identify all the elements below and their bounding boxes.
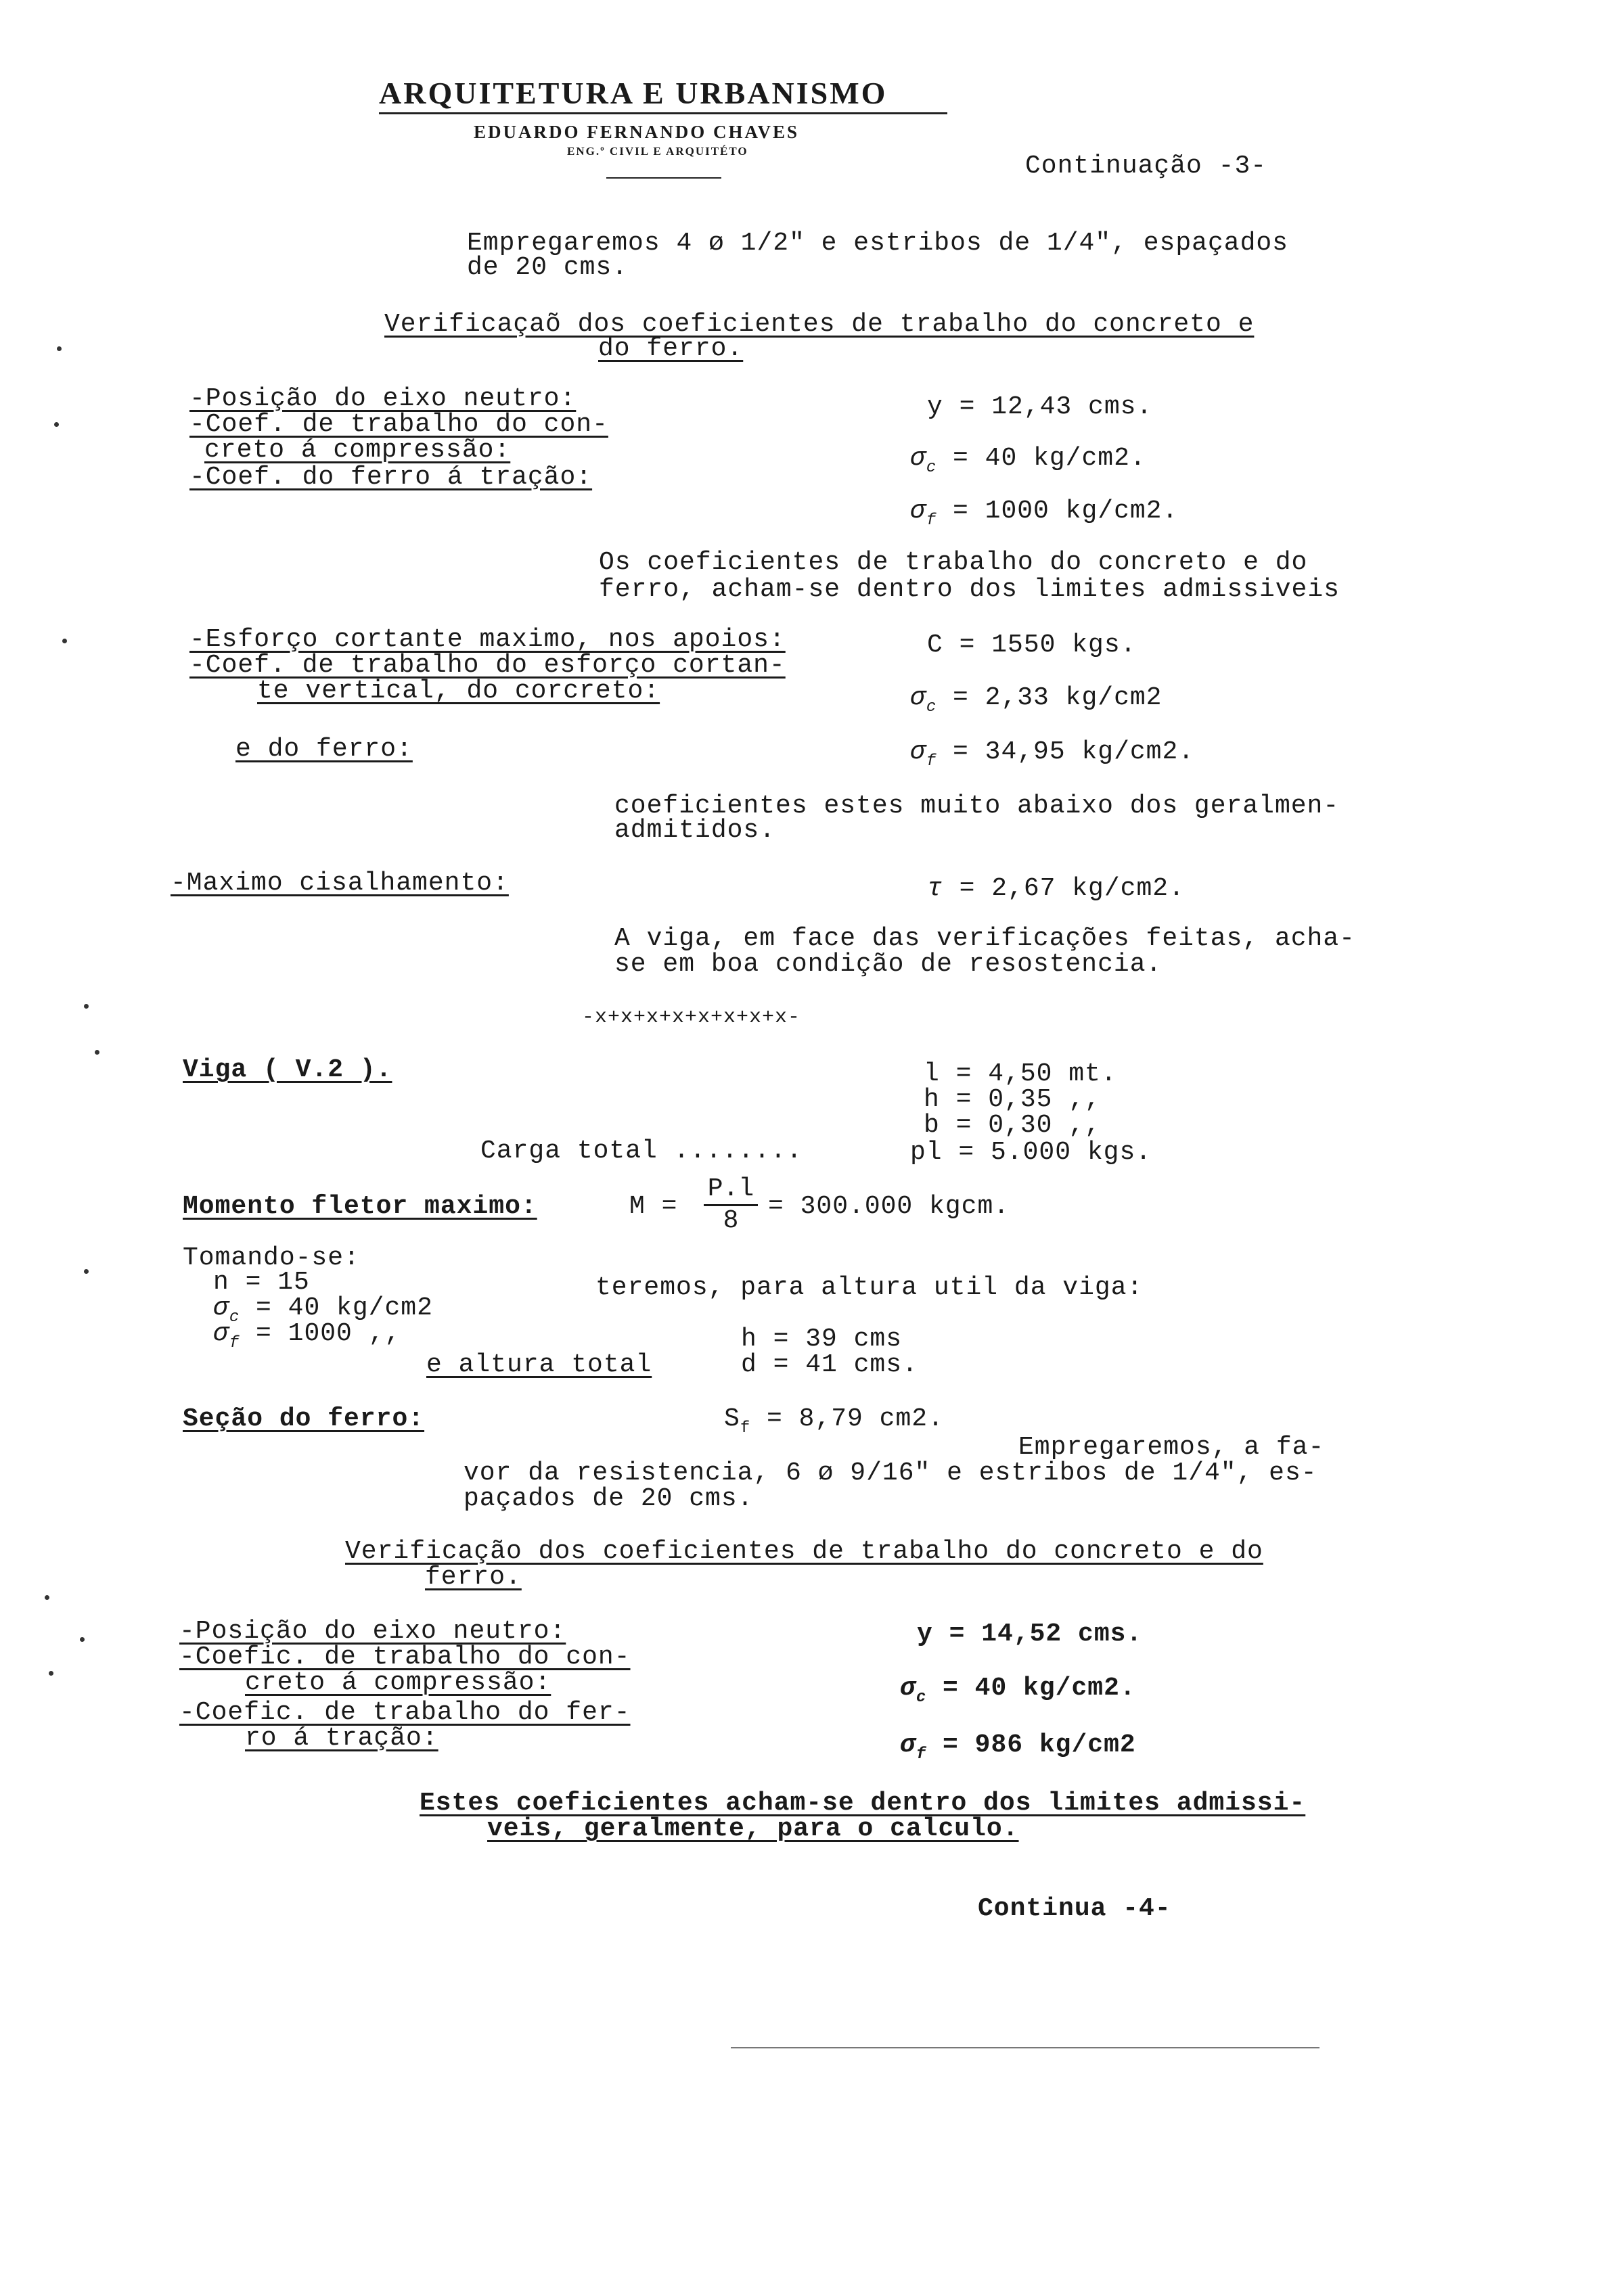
section1-heading-1: Verificaçaõ dos coeficientes de trabalho do concreto e — [384, 310, 1255, 339]
viga2-l: l = 4,50 mt. — [924, 1059, 1117, 1088]
s1-viga-comment-2: se em boa condição de resostencia. — [614, 950, 1163, 979]
letterhead-rule — [379, 112, 947, 114]
tomando-n: n = 15 — [213, 1268, 310, 1297]
s2-ferro-label-2: ro á tração: — [245, 1724, 438, 1753]
s1-cort-label-1: -Coef. de trabalho do esforço cortan- — [189, 651, 786, 680]
engineer-name: EDUARDO FERNANDO CHAVES — [474, 122, 800, 142]
section1-heading-2: do ferro. — [598, 334, 744, 363]
tomando-sc-text: = 40 kg/cm2 — [256, 1293, 433, 1323]
momento-numerator: P.l — [707, 1174, 754, 1203]
s2-conc-value — [900, 1674, 1136, 1713]
empreg-line-1: Empregaremos, a fa- — [1018, 1433, 1325, 1462]
scan-speck — [54, 422, 59, 427]
s1-ferro-label: -Coef. do ferro á tração: — [189, 463, 593, 492]
scan-speck — [49, 1671, 53, 1676]
s2-conc-label-2: creto á compressão: — [245, 1668, 551, 1697]
s1-ferro-value-text: = 1000 kg/cm2. — [953, 497, 1179, 526]
secao-label: Seção do ferro: — [183, 1404, 425, 1433]
s2-conc-value-text: = 40 kg/cm2. — [943, 1674, 1136, 1703]
s1-conc-label-2: creto á compressão: — [204, 436, 511, 465]
s1-eixo-label: -Posição do eixo neutro: — [189, 384, 577, 413]
sigma-c-symbol: $\sigma_c$ — [213, 1293, 240, 1327]
scan-trace — [731, 2047, 1320, 2048]
viga2-title: Viga ( V.2 ). — [183, 1055, 392, 1084]
s2-ferro-value-text: = 986 kg/cm2 — [943, 1730, 1136, 1760]
s1-conc-value-text: = 40 kg/cm2. — [953, 444, 1146, 473]
scan-speck — [45, 1595, 49, 1600]
d-total: d = 41 cms. — [741, 1350, 918, 1379]
page-marker: Continuação -3- — [1025, 152, 1267, 181]
s1-cort-value — [910, 683, 1162, 722]
section2-heading-2: ferro. — [425, 1563, 522, 1592]
s1-conc-value — [910, 444, 1146, 483]
s1-ferro2-value-text: = 34,95 kg/cm2. — [953, 737, 1195, 766]
s2-conc-label-1: -Coefic. de trabalho do con- — [179, 1643, 631, 1672]
viga2-b: b = 0,30 ,, — [924, 1111, 1101, 1140]
secao-value — [724, 1404, 944, 1444]
s1-cisal-value — [927, 874, 1185, 904]
final-line-1: Estes coeficientes acham-se dentro dos limites admissi- — [420, 1789, 1306, 1818]
sigma-f-symbol: $\sigma_f$ — [213, 1319, 240, 1352]
s1-comment2-1: coeficientes estes muito abaixo dos geralmen- — [614, 791, 1340, 821]
momento-label: Momento fletor maximo: — [183, 1192, 537, 1221]
tomando-sf-text: = 1000 ,, — [256, 1319, 401, 1348]
sigma-f-symbol: $\sigma_f$ — [910, 497, 937, 530]
title-rule — [606, 177, 721, 179]
tau-symbol: τ — [927, 874, 943, 903]
viga2-carga-label: Carga total ........ — [480, 1136, 803, 1166]
s2-eixo-value: y = 14,52 cms. — [917, 1620, 1143, 1649]
sigma-c-symbol: $\sigma_c$ — [910, 683, 937, 716]
sigma-c-symbol: $\sigma_c$ — [910, 444, 937, 477]
s1-cort-label-2: te vertical, do corcreto: — [257, 676, 660, 706]
tomando-sf — [213, 1319, 401, 1358]
s1-comment-1: Os coeficientes de trabalho do concreto e do — [599, 548, 1308, 577]
s1-esforco-label: -Esforço cortante maximo, nos apoios: — [189, 625, 786, 654]
sigma-c-symbol: $\sigma_c$ — [900, 1674, 927, 1707]
momento-m: M = — [629, 1192, 678, 1221]
tomando-label: Tomando-se: — [183, 1243, 360, 1272]
scan-speck — [57, 346, 62, 351]
section2-heading-1: Verificação dos coeficientes de trabalho do concreto e do — [345, 1537, 1263, 1566]
s1-eixo-value: y = 12,43 cms. — [927, 392, 1153, 421]
empreg-line-3: paçados de 20 cms. — [464, 1484, 754, 1513]
s1-viga-comment-1: A viga, em face das verificações feitas, acha- — [614, 924, 1355, 953]
sigma-f-symbol: $\sigma_f$ — [900, 1730, 927, 1764]
secao-value-text: = 8,79 cm2. — [767, 1404, 944, 1433]
e-altura-total: e altura total — [426, 1350, 652, 1379]
intro-line-1: Empregaremos 4 ø 1/2" e estribos de 1/4", espaçados — [467, 229, 1288, 258]
viga2-h: h = 0,35 ,, — [924, 1085, 1101, 1114]
firm-name: ARQUITETURA E URBANISMO — [379, 76, 888, 110]
s1-cort-value-text: = 2,33 kg/cm2 — [953, 683, 1163, 712]
scan-speck — [80, 1637, 85, 1642]
h-util: h = 39 cms — [741, 1325, 903, 1354]
s1-conc-label-1: -Coef. de trabalho do con- — [189, 410, 608, 439]
s1-comment-2: ferro, acham-se dentro dos limites admissiveis — [599, 575, 1340, 604]
viga2-pl: pl = 5.000 kgs. — [910, 1138, 1152, 1167]
scan-speck — [84, 1004, 89, 1009]
s2-ferro-label-1: -Coefic. de trabalho do fer- — [179, 1698, 631, 1727]
teremos-text: teremos, para altura util da viga: — [595, 1273, 1144, 1302]
momento-denominator: 8 — [723, 1206, 739, 1235]
sigma-f-symbol: $\sigma_f$ — [910, 737, 937, 771]
footer-continua: Continua -4- — [978, 1894, 1171, 1923]
momento-value: = 300.000 kgcm. — [768, 1192, 1010, 1221]
s2-ferro-value — [900, 1730, 1136, 1770]
s1-comment2-2: admitidos. — [614, 816, 776, 845]
s1-esforco-value: C = 1550 kgs. — [927, 630, 1137, 660]
momento-fraction — [704, 1176, 758, 1235]
s1-ferro2-label: e do ferro: — [235, 735, 413, 764]
s1-cisal-label: -Maximo cisalhamento: — [171, 869, 509, 898]
s2-eixo-label: -Posição do eixo neutro: — [179, 1617, 566, 1646]
empreg-line-2: vor da resistencia, 6 ø 9/16" e estribos de 1/4", es- — [464, 1459, 1317, 1488]
final-line-2: veis, geralmente, para o calculo. — [487, 1814, 1019, 1843]
s1-ferro2-value — [910, 737, 1194, 777]
s-f-symbol: $S_f$ — [724, 1404, 751, 1438]
engineer-title: ENG.º CIVIL E ARQUITÉTO — [567, 145, 748, 158]
scan-speck — [62, 639, 67, 643]
scan-speck — [95, 1050, 99, 1055]
scan-speck — [84, 1269, 89, 1274]
intro-line-2: de 20 cms. — [467, 253, 629, 282]
s1-cisal-value-text: = 2,67 kg/cm2. — [959, 874, 1185, 903]
s1-ferro-value — [910, 497, 1178, 536]
separator: -x+x+x+x+x+x+x+x- — [582, 1006, 801, 1029]
